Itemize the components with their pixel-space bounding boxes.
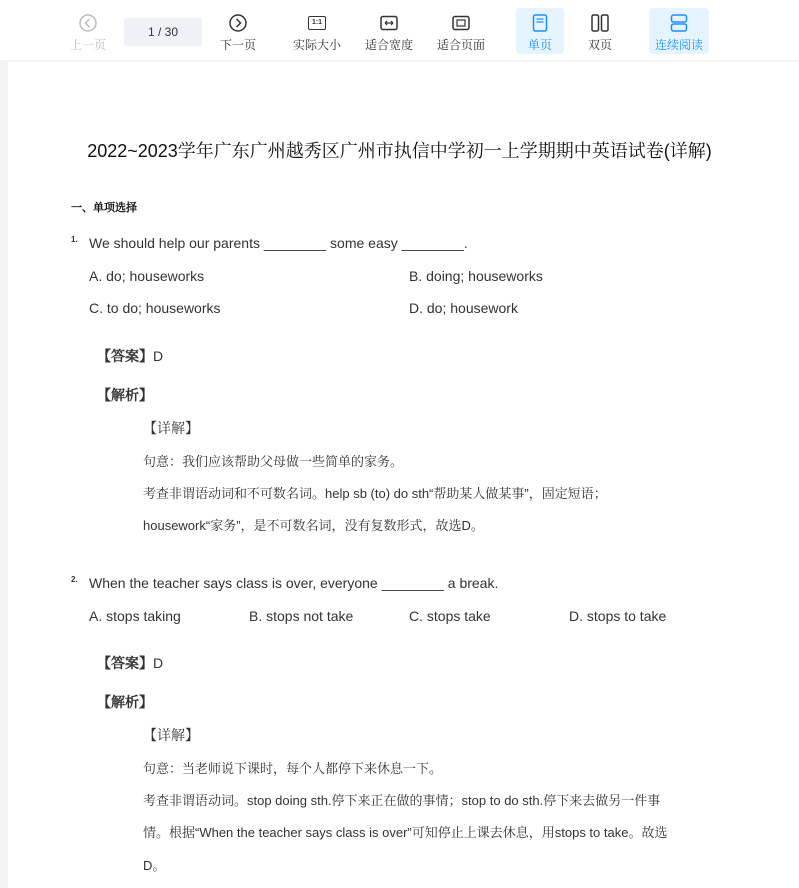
fit-width-label: 适合宽度 [364, 38, 413, 52]
continuous-reading-label: 连续阅读 [654, 38, 703, 52]
answer-line [97, 346, 163, 366]
explanation-line: 考查非谓语动词和不可数名词。help sb (to) do sth“帮助某人做某事”，固定短语； [143, 486, 607, 501]
option-c: C. to do; houseworks [89, 300, 221, 316]
document-title: 2022~2023学年广东广州越秀区广州市执信中学初一上学期期中英语试卷(详解) [87, 141, 712, 161]
page-separator: / [154, 25, 165, 39]
double-page-label: 双页 [587, 38, 612, 52]
fit-width-icon [380, 12, 398, 34]
question-number: 2. [71, 575, 78, 584]
option-b: B. stops not take [249, 608, 354, 624]
detail-label: 【详解】 [143, 420, 199, 436]
continuous-reading-button[interactable] [649, 8, 709, 54]
analysis-label: 【解析】 [97, 694, 153, 710]
double-page-icon [591, 12, 609, 34]
option-b: B. doing; houseworks [409, 268, 543, 284]
option-a: A. do; houseworks [89, 268, 205, 284]
actual-size-button[interactable] [288, 8, 346, 54]
answer-line [97, 653, 163, 673]
answer-label: 【答案】 [97, 348, 153, 364]
fit-width-button[interactable] [360, 8, 418, 54]
option-a: A. stops taking [89, 608, 181, 624]
single-page-label: 单页 [527, 38, 552, 52]
detail-label: 【详解】 [143, 727, 199, 743]
answer-value: D [153, 655, 164, 671]
option-d: D. stops to take [569, 608, 667, 624]
viewer-toolbar [0, 0, 799, 60]
option-c: C. stops take [409, 608, 491, 624]
actual-size-icon: 1:1 [308, 12, 326, 34]
page-number-input[interactable] [124, 18, 202, 46]
next-page-label: 下一页 [219, 38, 256, 52]
continuous-reading-icon [670, 12, 688, 34]
page-current: 1 [147, 25, 155, 39]
option-d: D. do; housework [409, 300, 518, 316]
question-number: 1. [71, 235, 78, 244]
question-stem: We should help our parents ________ some easy ________. [89, 235, 468, 251]
explanation-line: housework“家务”，是不可数名词，没有复数形式，故选D。 [143, 518, 484, 533]
answer-value: D [153, 348, 164, 364]
fit-page-button[interactable] [432, 8, 490, 54]
chevron-left-circle-icon [78, 12, 98, 34]
explanation-line: 考查非谓语动词。stop doing sth.停下来正在做的事情；stop to do sth.停下来去做另一件事 [143, 793, 661, 808]
page-total: 30 [164, 25, 179, 39]
explanation-line: D。 [143, 858, 166, 873]
prev-page-label: 上一页 [69, 38, 106, 52]
answer-label: 【答案】 [97, 655, 153, 671]
explanation-line: 句意：当老师说下课时，每个人都停下来休息一下。 [143, 761, 443, 776]
analysis-label: 【解析】 [97, 387, 153, 403]
next-page-button[interactable] [214, 8, 262, 54]
double-page-button[interactable] [576, 8, 624, 54]
fit-page-label: 适合页面 [436, 38, 485, 52]
single-page-button[interactable] [516, 8, 564, 54]
fit-page-icon [452, 12, 470, 34]
single-page-icon [532, 12, 548, 34]
section-heading: 一、单项选择 [71, 202, 137, 214]
explanation-line: 句意：我们应该帮助父母做一些简单的家务。 [143, 454, 404, 469]
question-stem: When the teacher says class is over, everyone ________ a break. [89, 575, 499, 591]
prev-page-button[interactable] [64, 8, 112, 54]
chevron-right-circle-icon [228, 12, 248, 34]
explanation-line: 情。根据“When the teacher says class is over”可知停止上课去休息，用stops to take。故选 [143, 825, 668, 840]
actual-size-label: 实际大小 [292, 38, 341, 52]
